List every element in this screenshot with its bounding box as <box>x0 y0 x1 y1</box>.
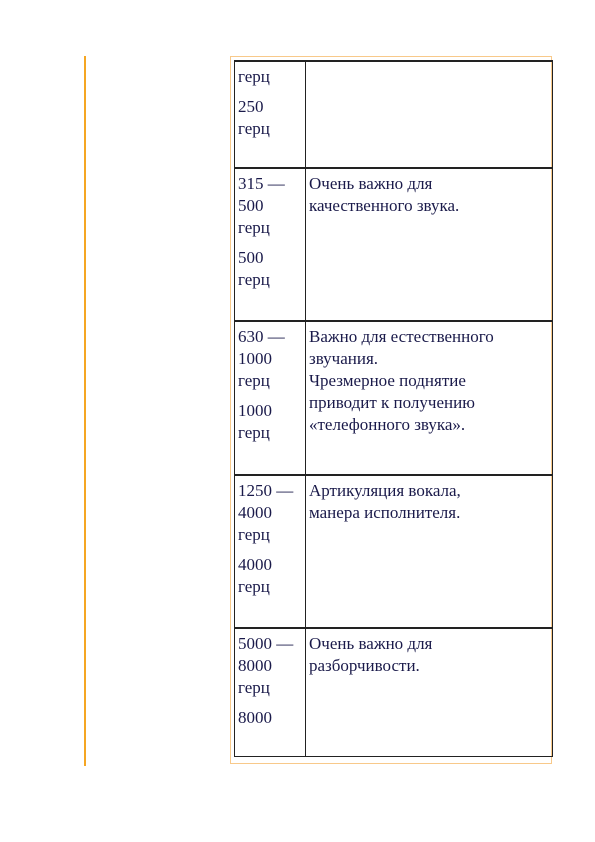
frequency-range <box>238 173 303 239</box>
frequency-value <box>238 707 303 729</box>
description-line: качественного звука. <box>309 196 460 215</box>
frequency-range-cell <box>235 628 306 756</box>
frequency-range <box>238 633 303 699</box>
frequency-range-line: герц <box>238 218 270 237</box>
description-line: звучания. <box>309 349 379 368</box>
description-line: Артикуляция вокала, <box>309 481 461 500</box>
frequency-table <box>234 60 553 757</box>
description-line: манера исполнителя. <box>309 503 461 522</box>
description-cell <box>306 628 553 756</box>
frequency-range-cell <box>235 61 306 168</box>
frequency-range-cell <box>235 475 306 628</box>
frequency-value-line: герц <box>238 270 270 289</box>
frequency-range-cell <box>235 321 306 475</box>
frequency-value <box>238 96 303 140</box>
description-line: Очень важно для <box>309 174 433 193</box>
frequency-value-line: 1000 <box>238 401 272 420</box>
frequency-range-line: 1250 — <box>238 481 294 500</box>
frequency-value-line: 8000 <box>238 708 272 727</box>
description-cell <box>306 475 553 628</box>
frequency-range-line: герц <box>238 678 270 697</box>
frequency-range-cell <box>235 168 306 321</box>
frequency-range <box>238 480 303 546</box>
description-cell <box>306 321 553 475</box>
description-line: Чрезмерное поднятие <box>309 371 466 390</box>
frequency-value-line: 4000 <box>238 555 272 574</box>
table-row <box>235 475 553 628</box>
frequency-range-line: 630 — <box>238 327 285 346</box>
frequency-value-line: 250 <box>238 97 264 116</box>
frequency-range <box>238 66 303 88</box>
frequency-range-line: 5000 — <box>238 634 294 653</box>
frequency-range-line: герц <box>238 67 270 86</box>
description-line: приводит к получению <box>309 393 475 412</box>
table-row <box>235 321 553 475</box>
description-line: Важно для естественного <box>309 327 494 346</box>
table-row <box>235 61 553 168</box>
frequency-range-line: герц <box>238 371 270 390</box>
description-cell <box>306 61 553 168</box>
margin-rule <box>84 56 86 766</box>
frequency-value <box>238 400 303 444</box>
description-line: «телефонного звука». <box>309 415 466 434</box>
frequency-value <box>238 247 303 291</box>
table-row <box>235 168 553 321</box>
table-row <box>235 628 553 756</box>
frequency-range-line: 1000 <box>238 349 272 368</box>
description-cell <box>306 168 553 321</box>
frequency-range <box>238 326 303 392</box>
frequency-value-line: 500 <box>238 248 264 267</box>
frequency-value-line: герц <box>238 119 270 138</box>
frequency-value-line: герц <box>238 423 270 442</box>
frequency-value <box>238 554 303 598</box>
frequency-value-line: герц <box>238 577 270 596</box>
frequency-range-line: 315 — <box>238 174 285 193</box>
description-line: разборчивости. <box>309 656 420 675</box>
frequency-range-line: 4000 <box>238 503 272 522</box>
frequency-range-line: герц <box>238 525 270 544</box>
frequency-range-line: 500 <box>238 196 264 215</box>
description-line: Очень важно для <box>309 634 433 653</box>
frequency-range-line: 8000 <box>238 656 272 675</box>
